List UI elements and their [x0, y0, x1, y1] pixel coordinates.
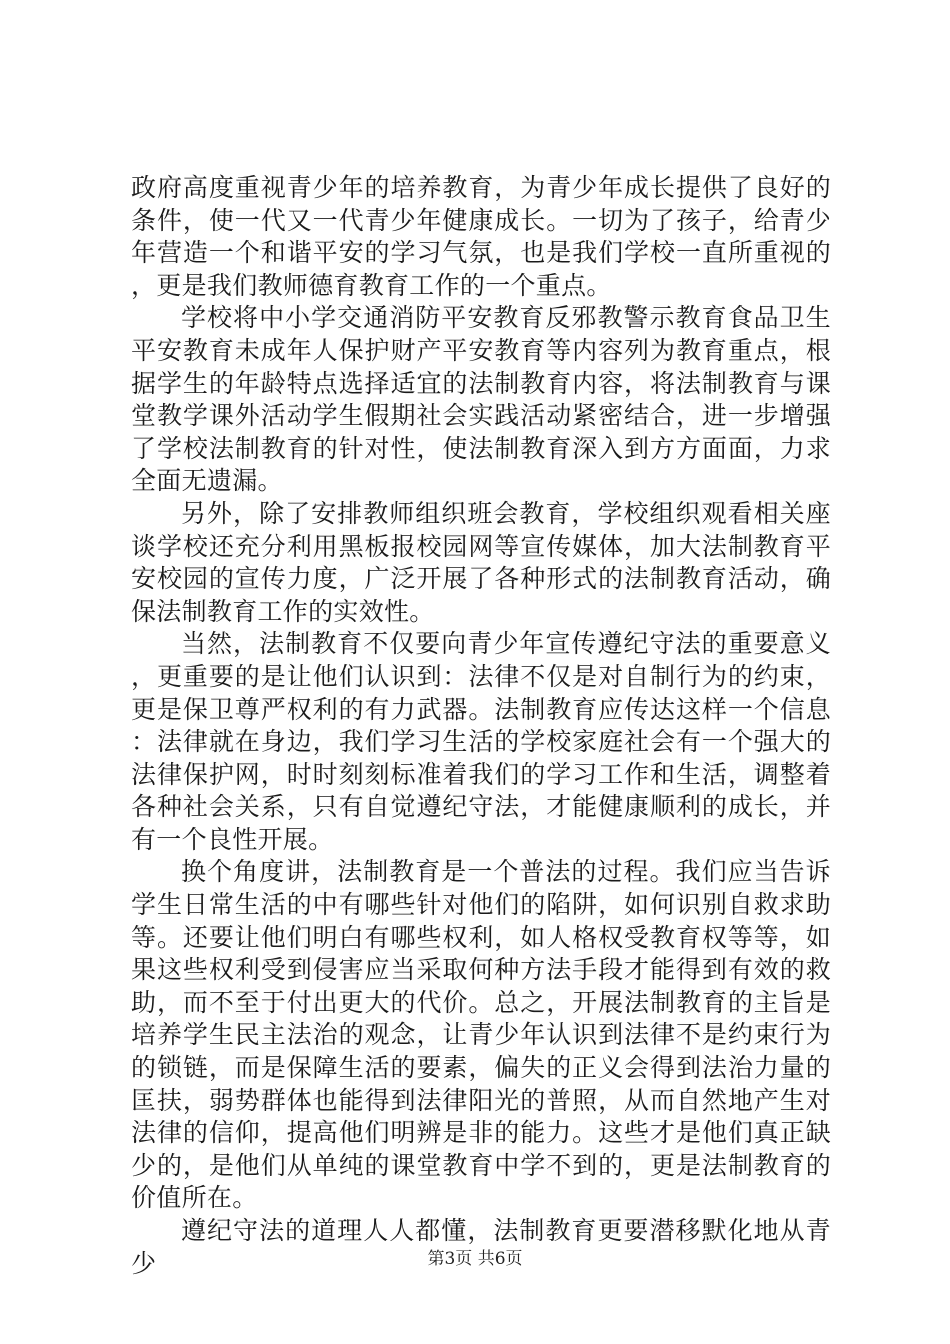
paragraph-1: 政府高度重视青少年的培养教育，为青少年成长提供了良好的条件，使一代又一代青少年健康成长。一切为了孩子，给青少年营造一个和谐平安的学习气氛，也是我们学校一直所重视的，更是我们教师德育教育工作的一个重点。: [131, 173, 831, 300]
document-body: [131, 172, 831, 1280]
paragraph-3: 另外，除了安排教师组织班会教育，学校组织观看相关座谈学校还充分利用黑板报校园网等宣传媒体，加大法制教育平安校园的宣传力度，广泛开展了各种形式的法制教育活动，确保法制教育工作的实效性。: [131, 498, 831, 626]
paragraph-2: 学校将中小学交通消防平安教育反邪教警示教育食品卫生平安教育未成年人保护财产平安教育等内容列为教育重点，根据学生的年龄特点选择适宜的法制教育内容，将法制教育与课堂教学课外活动学生假期社会实践活动紧密结合，进一步增强了学校法制教育的针对性，使法制教育深入到方方面面，力求全面无遗漏。: [131, 303, 831, 496]
page-number-footer: 第3页 共6页: [427, 1249, 523, 1269]
paragraph-5: 换个角度讲，法制教育是一个普法的过程。我们应当告诉学生日常生活的中有哪些针对他们的陷阱，如何识别自救求助等。还要让他们明白有哪些权利，如人格权受教育权等等，如果这些权利受到侵害应当采取何种方法手段才能得到有效的救助，而不至于付出更大的代价。总之，开展法制教育的主旨是培养学生民主法治的观念，让青少年认识到法律不是约束行为的锁链，而是保障生活的要素，偏失的正义会得到法治力量的匡扶，弱势群体也能得到法律阳光的普照，从而自然地产生对法律的信仰，提高他们明辨是非的能力。这些才是他们真正缺少的，是他们从单纯的课堂教育中学不到的，更是法制教育的价值所在。: [131, 857, 831, 1213]
paragraph-4: 当然，法制教育不仅要向青少年宣传遵纪守法的重要意义，更重要的是让他们认识到：法律不仅是对自制行为的约束，更是保卫尊严权利的有力武器。法制教育应传达这样一个信息：法律就在身边，我们学习生活的学校家庭社会有一个强大的法律保护网，时时刻刻标准着我们的学习工作和生活，调整着各种社会关系，只有自觉遵纪守法，才能健康顺利的成长，并有一个良性开展。: [131, 629, 831, 854]
paragraph-6: 遵纪守法的道理人人都懂，法制教育更要潜移默化地从青少: [131, 1216, 831, 1278]
